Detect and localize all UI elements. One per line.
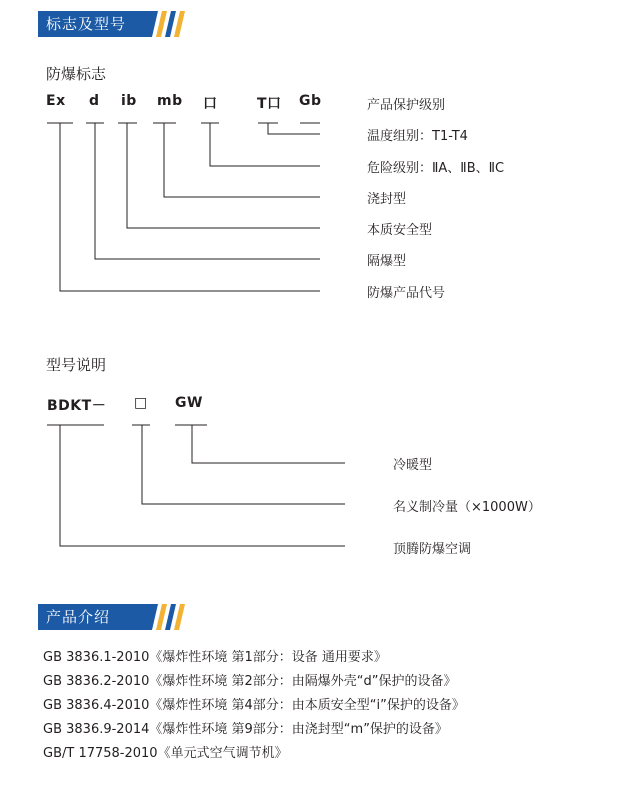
code-ex: Ex — [46, 93, 66, 109]
label-protection-level: 产品保护级别 — [367, 98, 446, 113]
model-subtitle: 型号说明 — [46, 356, 107, 374]
standard-item: GB 3836.2-2010《爆炸性环境 第2部分：由隔爆外壳“d”保护的设备》 — [43, 674, 457, 689]
header-stripes-icon — [150, 604, 190, 630]
label-temperature-group: 温度组别：T1-T4 — [367, 129, 468, 144]
section-title: 产品介绍 — [46, 608, 111, 626]
label-hazard-level: 危险级别：ⅡA、ⅡB、ⅡC — [367, 161, 505, 176]
label-heat-cool: 冷暖型 — [393, 458, 433, 473]
code-d: d — [89, 93, 100, 109]
standard-item: GB/T 17758-2010《单元式空气调节机》 — [43, 746, 288, 761]
section-header-product — [38, 604, 150, 630]
code-gb: Gb — [299, 93, 322, 109]
code-ib: ib — [121, 93, 137, 109]
model-code-box: □ — [134, 395, 148, 411]
explosion-mark-subtitle: 防爆标志 — [46, 65, 107, 83]
model-code-prefix: BDKT－ — [47, 398, 107, 414]
code-mb: mb — [157, 93, 183, 109]
label-encapsulation: 浇封型 — [367, 192, 407, 207]
code-group: 口 — [203, 96, 218, 112]
standard-item: GB 3836.9-2014《爆炸性环境 第9部分：由浇封型“m”保护的设备》 — [43, 722, 448, 737]
model-code-suffix: GW — [175, 395, 203, 411]
label-rated-cooling: 名义制冷量（×1000W） — [393, 500, 541, 515]
label-intrinsic-safety: 本质安全型 — [367, 223, 433, 238]
label-product-code: 防爆产品代号 — [367, 286, 446, 301]
standard-item: GB 3836.4-2010《爆炸性环境 第4部分：由本质安全型“i”保护的设备》 — [43, 698, 465, 713]
label-brand: 顶腾防爆空调 — [393, 542, 472, 557]
code-temp: T口 — [257, 96, 282, 112]
section-title: 标志及型号 — [46, 15, 127, 33]
standard-item: GB 3836.1-2010《爆炸性环境 第1部分：设备 通用要求》 — [43, 650, 387, 665]
label-flameproof: 隔爆型 — [367, 254, 407, 269]
